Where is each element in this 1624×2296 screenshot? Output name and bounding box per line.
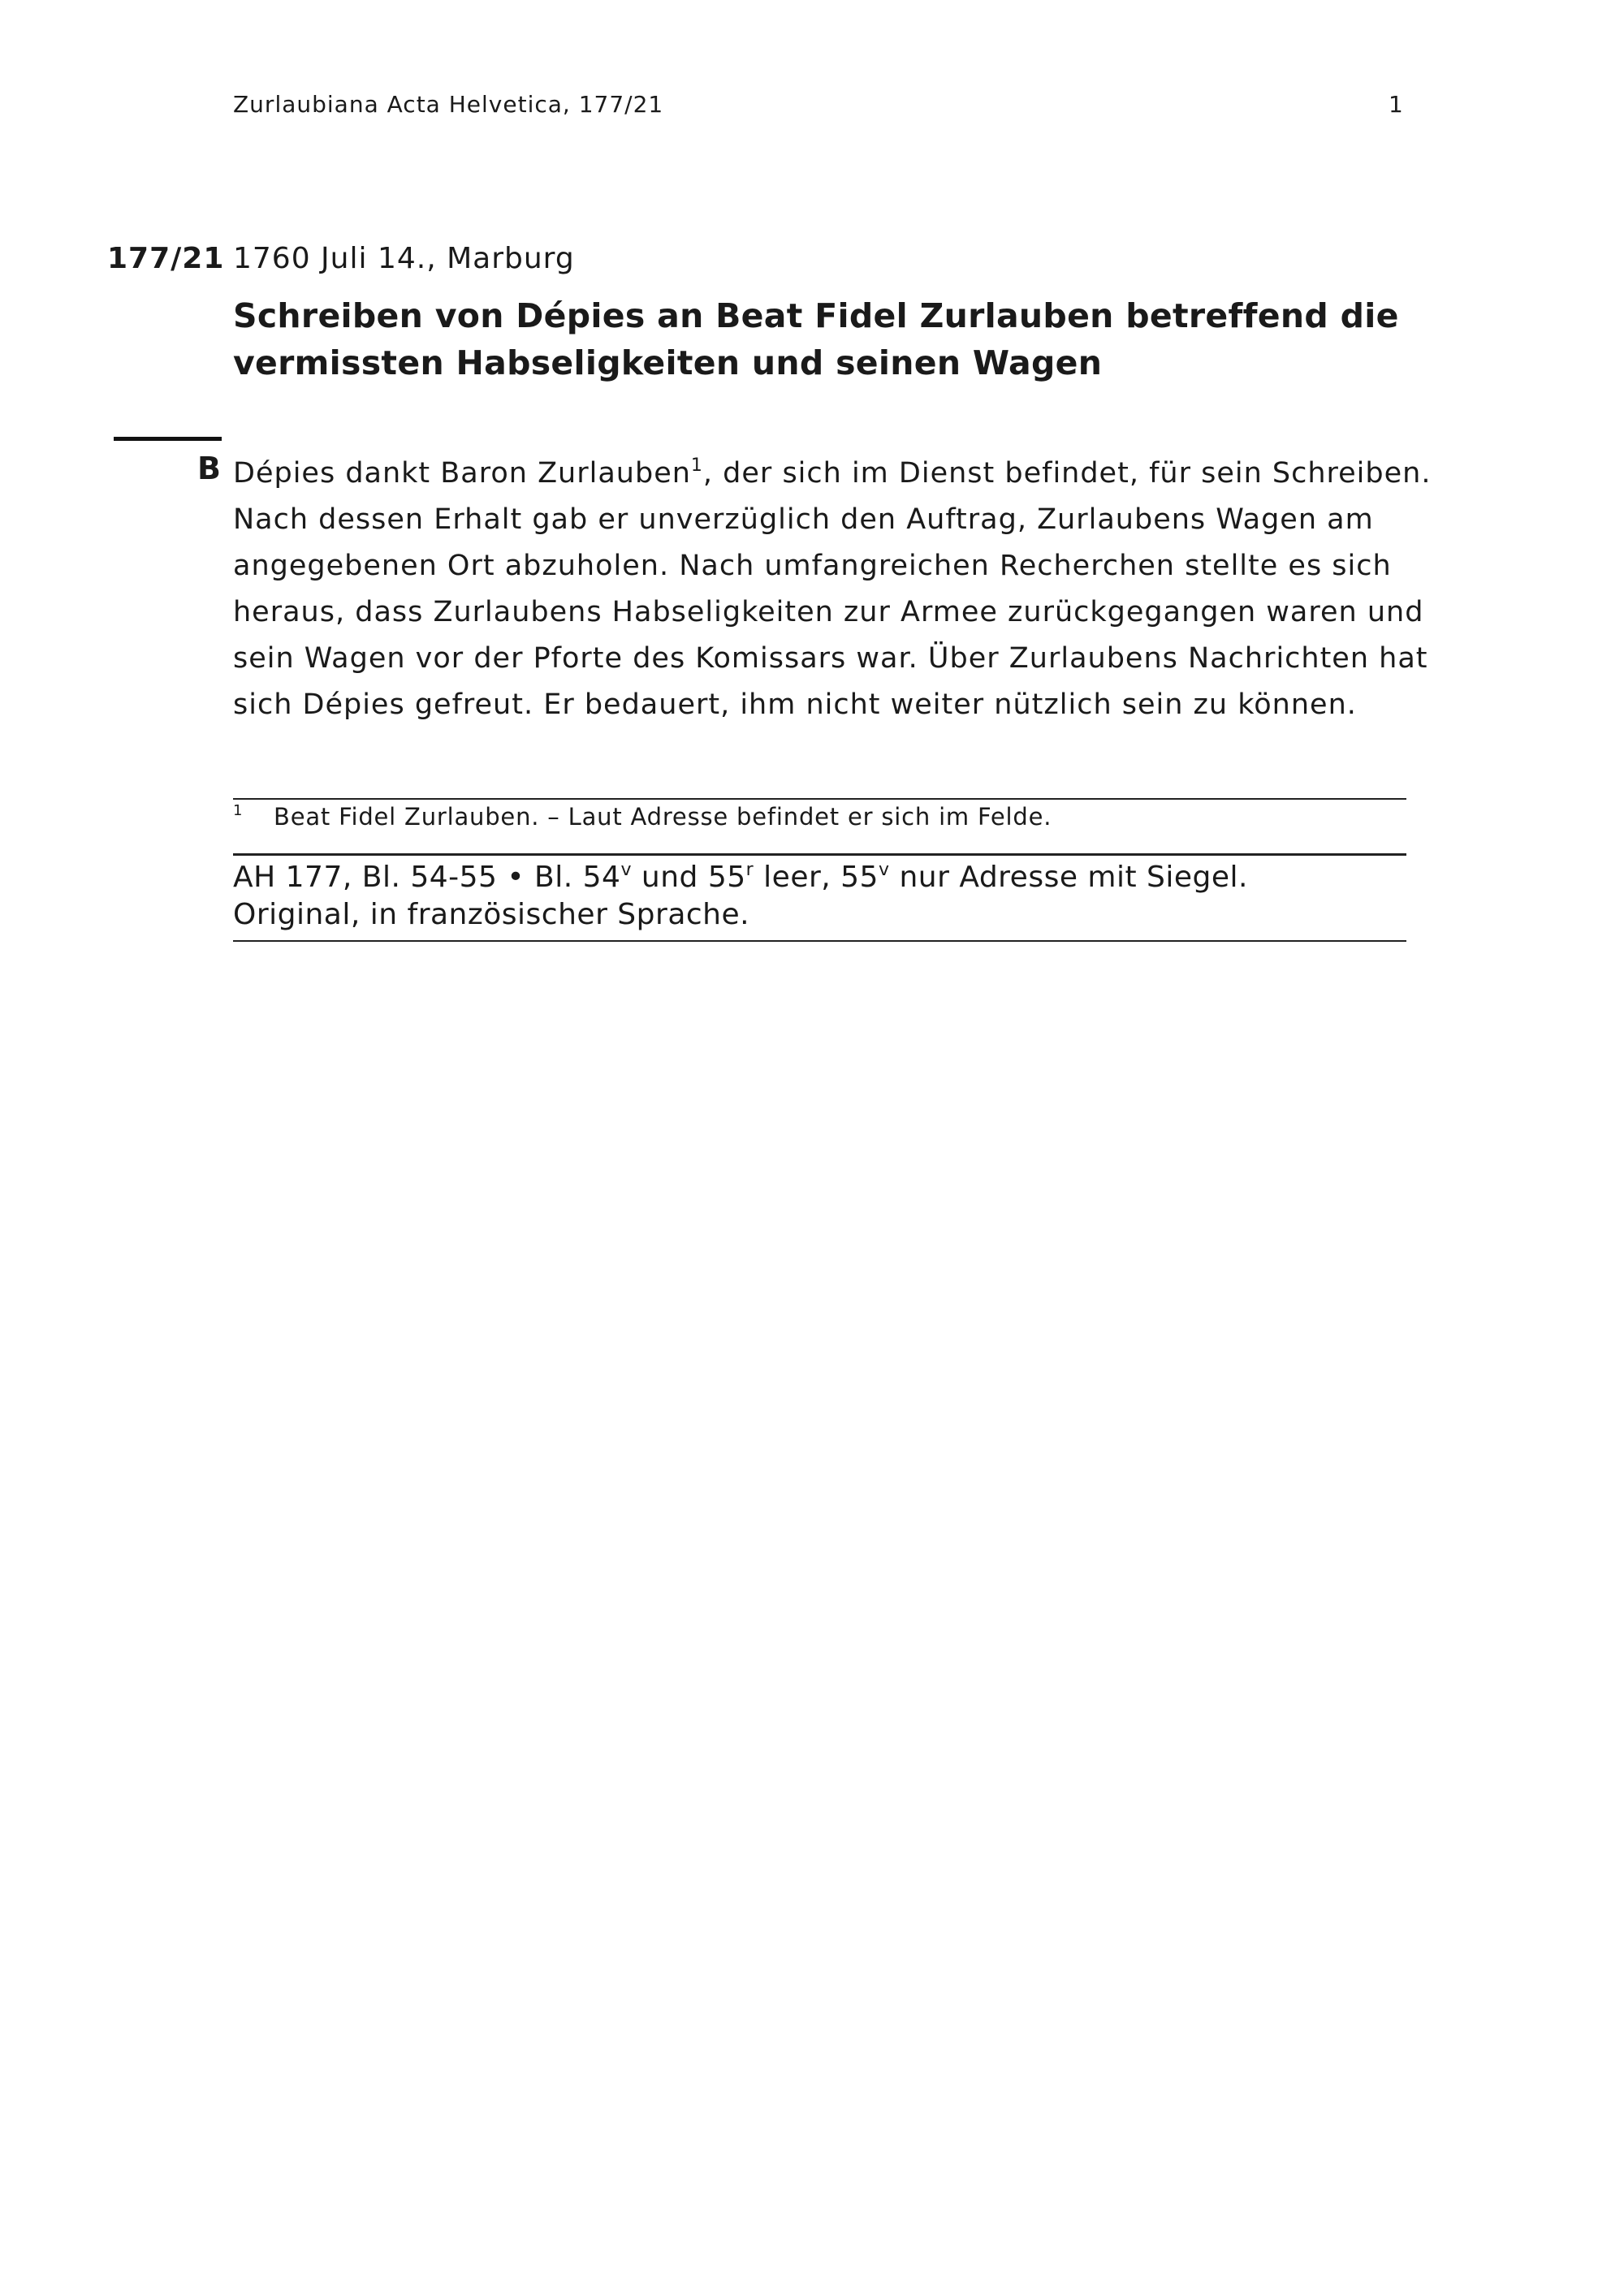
- summary-line: sein Wagen vor der Pforte des Komissars war. Über Zurlaubens Nachrichten hat: [233, 642, 1428, 675]
- folio-superscript: v: [878, 860, 890, 880]
- source-line: [233, 859, 1406, 896]
- folio-superscript: r: [745, 860, 754, 880]
- summary-line1-end: , der sich im Dienst befindet, für sein Schreiben.: [702, 457, 1432, 490]
- title-line: vermissten Habseligkeiten und seinen Wagen: [233, 343, 1103, 382]
- footnote: 1 Beat Fidel Zurlauben. – Laut Adresse befindet er sich im Felde.: [233, 802, 1052, 831]
- document-title: [233, 292, 1419, 386]
- summary-text: [233, 451, 1432, 728]
- running-head: Zurlaubiana Acta Helvetica, 177/21: [233, 91, 664, 118]
- source-part: leer, 55: [754, 861, 879, 894]
- footnote-reference[interactable]: 1: [690, 455, 703, 476]
- footnote-text: Beat Fidel Zurlauben. – Laut Adresse befindet er sich im Felde.: [274, 803, 1052, 831]
- summary-line: angegebenen Ort abzuholen. Nach umfangreichen Recherchen stellte es sich: [233, 550, 1392, 582]
- document-number: 177/21: [107, 242, 225, 275]
- summary-line: [233, 451, 1432, 497]
- source-part: AH 177, Bl. 54-55 • Bl. 54: [233, 861, 621, 894]
- document-date-place: 1760 Juli 14., Marburg: [233, 242, 575, 275]
- summary-line1-start: Dépies dankt Baron Zurlauben: [233, 457, 691, 490]
- summary-line: Nach dessen Erhalt gab er unverzüglich den Auftrag, Zurlaubens Wagen am: [233, 503, 1374, 536]
- source-part: nur Adresse mit Siegel.: [889, 861, 1249, 894]
- section-marker: B: [197, 451, 221, 486]
- section-divider: [114, 437, 222, 441]
- title-line: Schreiben von Dépies an Beat Fidel Zurlauben betreffend die: [233, 296, 1399, 335]
- footnote-separator: [233, 798, 1406, 800]
- source-top-rule: [233, 853, 1406, 856]
- source-bottom-rule: [233, 940, 1406, 942]
- source-description: [233, 859, 1406, 934]
- source-line: Original, in französischer Sprache.: [233, 898, 750, 931]
- summary-line: sich Dépies gefreut. Er bedauert, ihm nicht weiter nützlich sein zu können.: [233, 688, 1357, 721]
- source-part: und 55: [631, 861, 746, 894]
- page-number: 1: [1389, 91, 1403, 118]
- summary-line: heraus, dass Zurlaubens Habseligkeiten zur Armee zurückgegangen waren und: [233, 596, 1424, 628]
- folio-superscript: v: [620, 860, 632, 880]
